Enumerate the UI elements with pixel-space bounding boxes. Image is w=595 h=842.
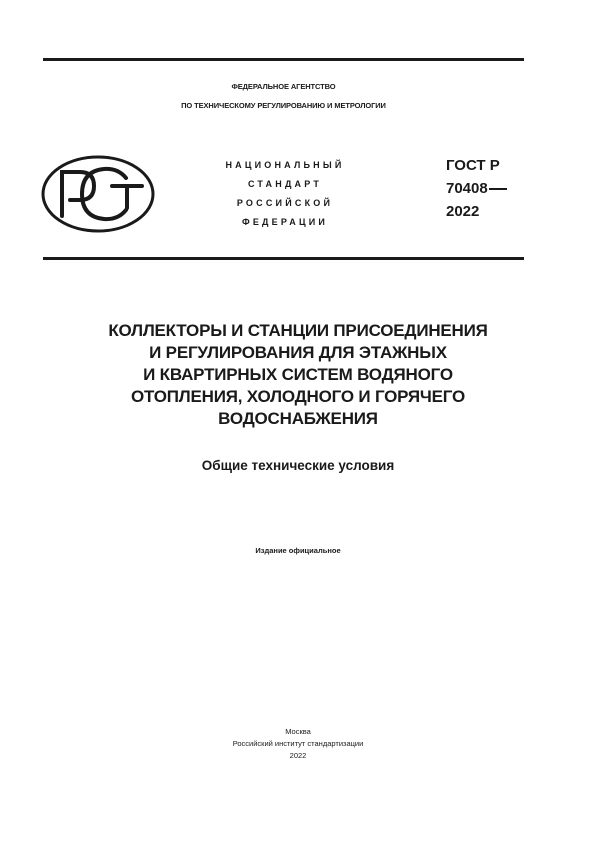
title-line-3: И КВАРТИРНЫХ СИСТЕМ ВОДЯНОГО xyxy=(143,365,453,384)
document-subtitle: Общие технические условия xyxy=(201,458,395,473)
footer-city: Москва xyxy=(285,727,311,736)
document-title xyxy=(43,320,553,430)
publication-footer xyxy=(43,726,553,762)
national-standard-label xyxy=(205,156,365,232)
standard-number: 70408 xyxy=(446,180,488,197)
title-line-2: И РЕГУЛИРОВАНИЯ ДЛЯ ЭТАЖНЫХ xyxy=(149,343,447,362)
footer-year: 2022 xyxy=(289,751,307,760)
standard-year: 2022 xyxy=(446,203,480,220)
standard-dash xyxy=(489,188,507,190)
national-line-1: НАЦИОНАЛЬНЫЙ xyxy=(225,160,345,170)
middle-rule xyxy=(43,257,524,260)
agency-line-1: ФЕДЕРАЛЬНОЕ АГЕНТСТВО xyxy=(231,82,336,91)
rst-gost-logo-icon xyxy=(40,154,156,234)
standard-number-row xyxy=(446,177,507,200)
title-line-4: ОТОПЛЕНИЯ, ХОЛОДНОГО И ГОРЯЧЕГО xyxy=(130,387,466,406)
standard-prefix: ГОСТ Р xyxy=(446,157,500,174)
title-line-5: ВОДОСНАБЖЕНИЯ xyxy=(218,409,378,428)
national-line-3: РОССИЙСКОЙ xyxy=(236,198,334,208)
standard-designation xyxy=(446,154,507,223)
footer-publisher: Российский институт стандартизации xyxy=(232,739,364,748)
edition-label: Издание официальное xyxy=(255,546,341,555)
national-line-4: ФЕДЕРАЦИИ xyxy=(241,217,329,227)
national-line-2: СТАНДАРТ xyxy=(247,179,323,189)
agency-line-2: ПО ТЕХНИЧЕСКОМУ РЕГУЛИРОВАНИЮ И МЕТРОЛОГИИ xyxy=(181,101,386,110)
title-line-1: КОЛЛЕКТОРЫ И СТАНЦИИ ПРИСОЕДИНЕНИЯ xyxy=(108,321,488,340)
top-rule xyxy=(43,58,524,61)
